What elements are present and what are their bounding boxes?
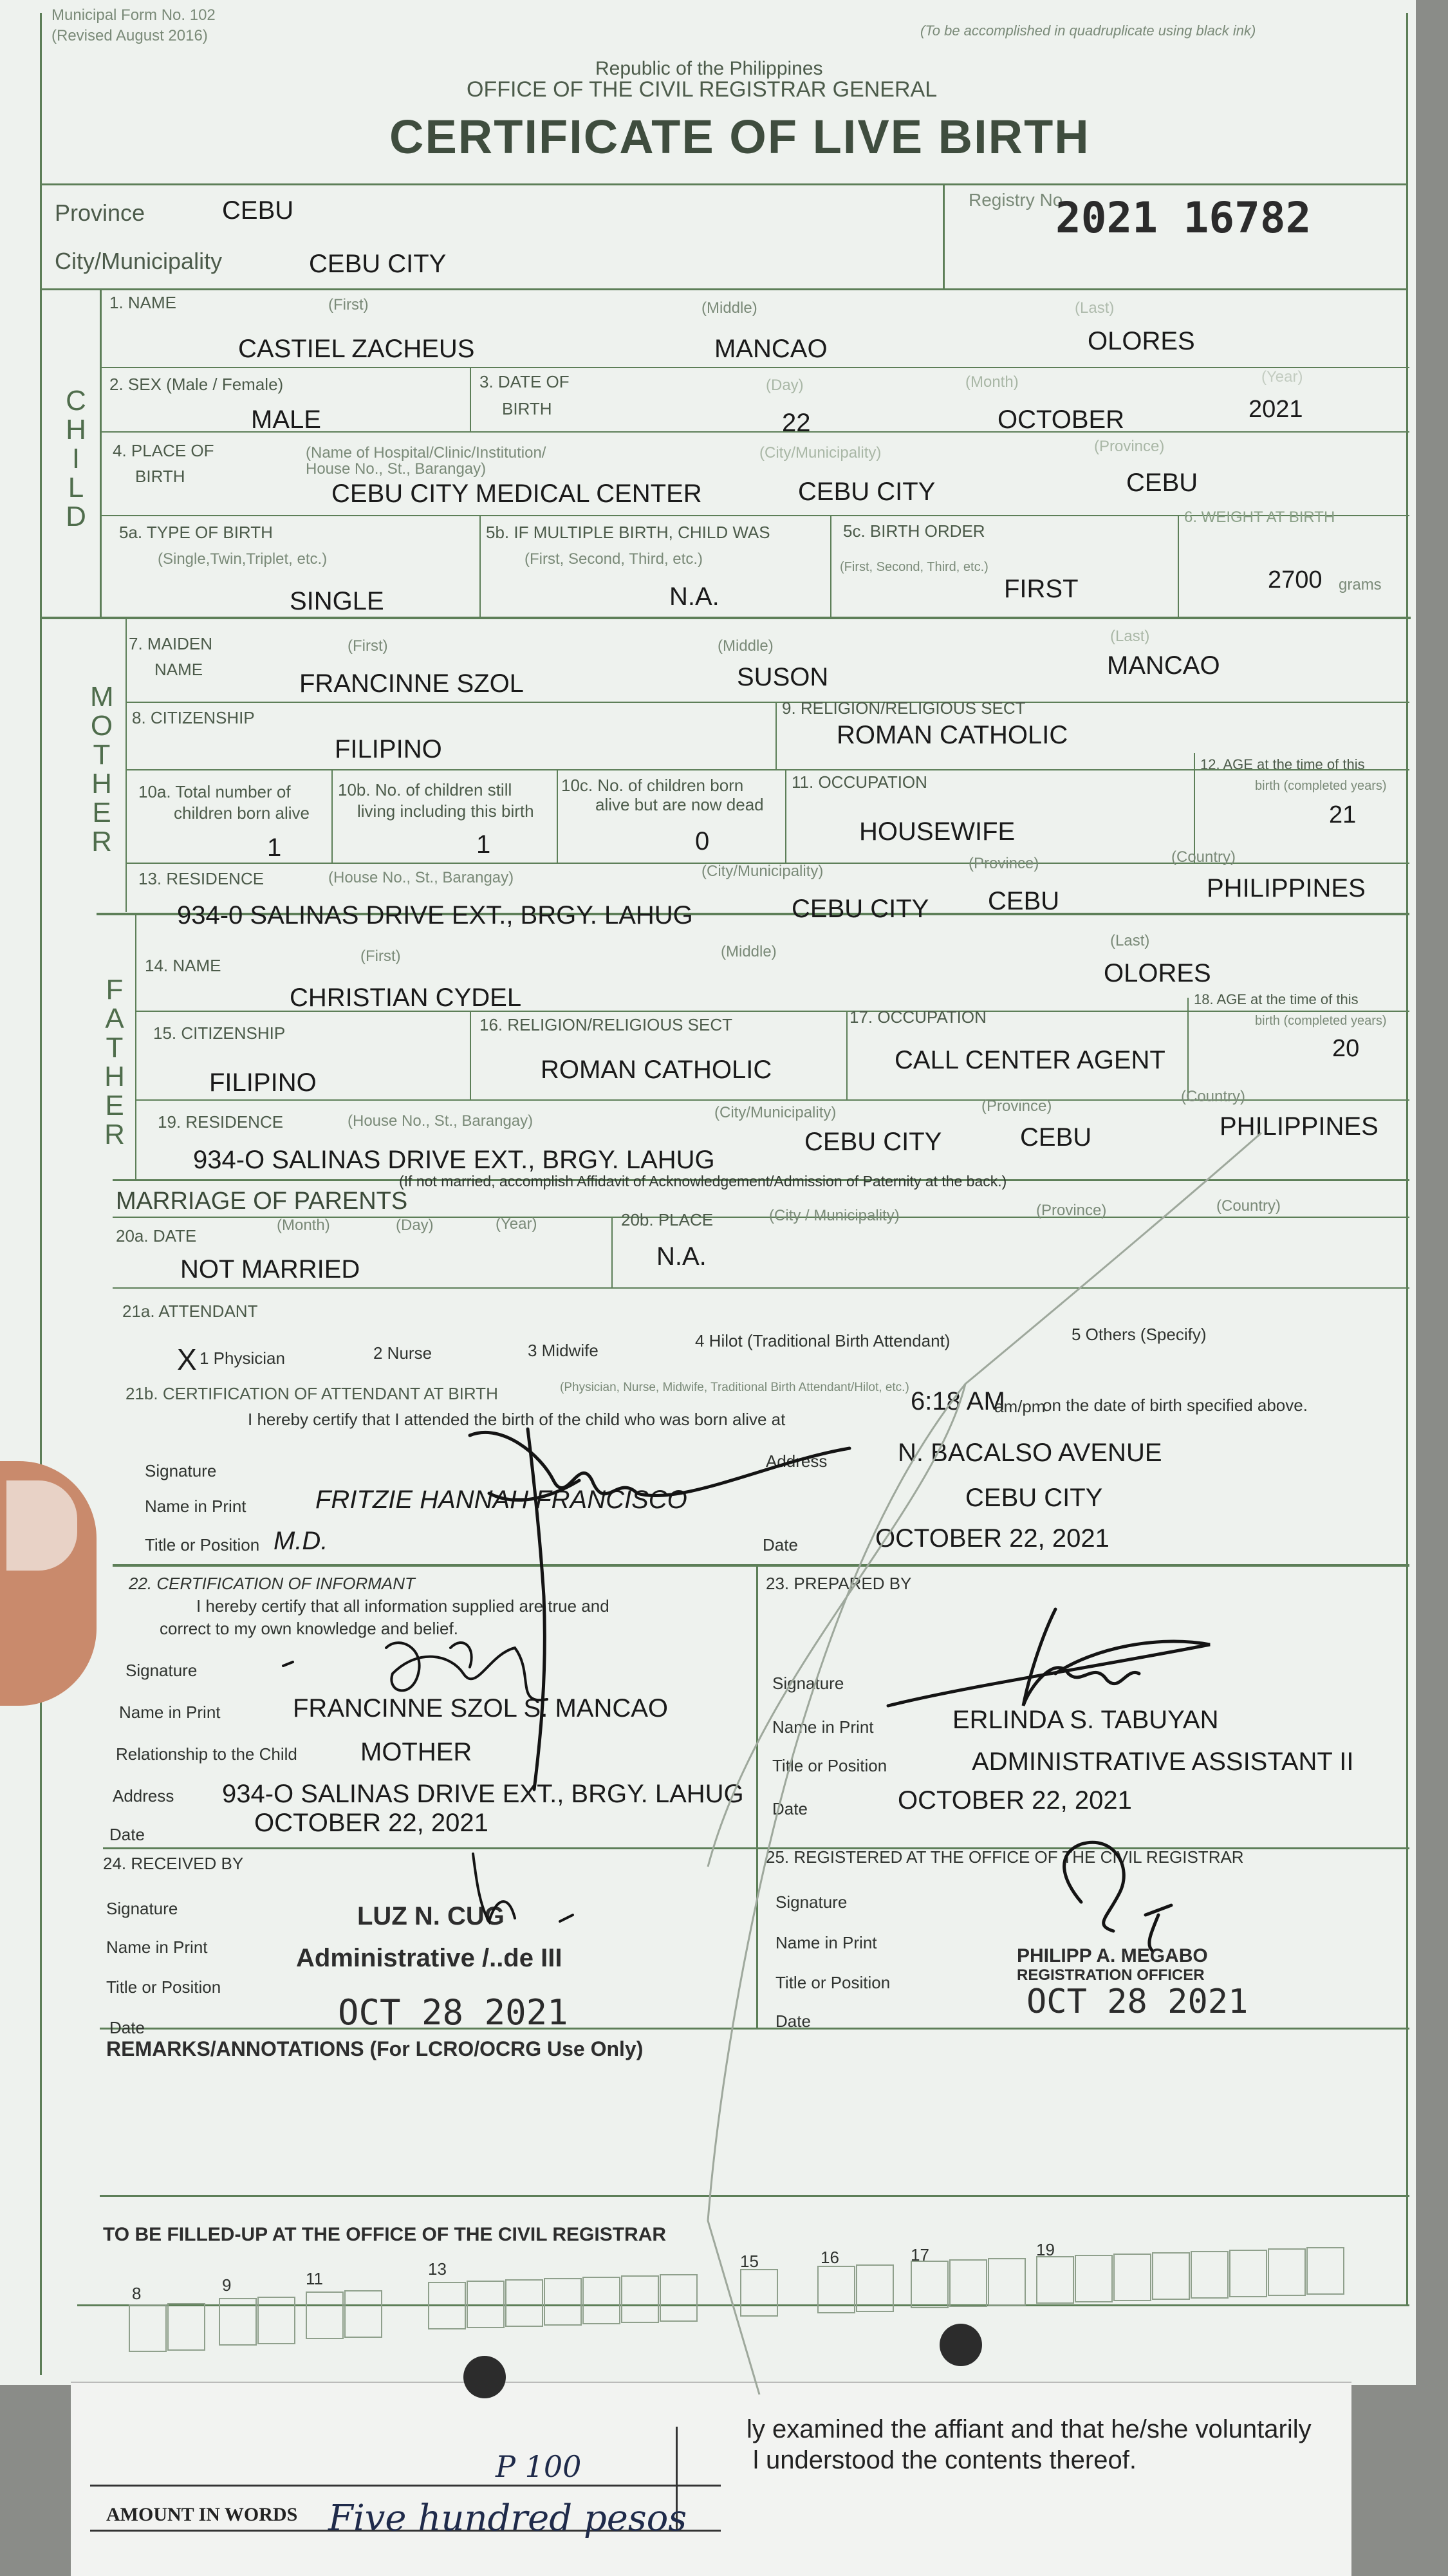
- affidavit-line-2: l understood the contents thereof.: [753, 2446, 1137, 2474]
- code-box: [1113, 2254, 1151, 2301]
- informant-label: 22. CERTIFICATION OF INFORMANT: [129, 1574, 415, 1593]
- registered-title-label: Title or Position: [775, 1973, 891, 1992]
- mother-middle-label: (Middle): [718, 637, 774, 655]
- code-17: 17: [911, 2245, 929, 2264]
- child-pob-label: 4. PLACE OF: [113, 441, 214, 460]
- code-box: [1191, 2251, 1229, 2299]
- pob-prov-label: (Province): [1094, 438, 1165, 455]
- city-label: City/Municipality: [55, 248, 223, 274]
- father-age-label: 18. AGE at the time of this: [1194, 991, 1359, 1007]
- marriage-city-label: (City / Municipality): [769, 1207, 900, 1224]
- now-dead-value: 0: [695, 827, 710, 855]
- prepared-date-label: Date: [772, 1799, 808, 1818]
- code-box: [949, 2259, 987, 2307]
- mother-occupation: HOUSEWIFE: [859, 817, 1016, 846]
- informant-address: 934-O SALINAS DRIVE EXT., BRGY. LAHUG: [222, 1780, 744, 1808]
- registered-date-label: Date: [775, 2011, 811, 2031]
- attendant-cert-text: I hereby certify that I attended the birth of the child who was born alive at: [248, 1410, 786, 1429]
- registered-label: 25. REGISTERED AT THE OFFICE OF THE CIVIL REGISTRAR: [766, 1847, 1244, 1867]
- attendant-cert-tail: on the date of birth specified above.: [1043, 1395, 1308, 1415]
- mother-residence-province: CEBU: [988, 887, 1060, 915]
- republic-header: Republic of the Philippines: [595, 58, 823, 79]
- father-residence-street: 934-O SALINAS DRIVE EXT., BRGY. LAHUG: [193, 1146, 715, 1174]
- code-box: [129, 2304, 167, 2352]
- hospital-label-2: House No., St., Barangay): [306, 460, 487, 478]
- father-residence-city: CEBU CITY: [804, 1128, 942, 1156]
- hospital-value: CEBU CITY MEDICAL CENTER: [331, 480, 702, 508]
- code-box: [428, 2282, 466, 2329]
- marriage-place: N.A.: [656, 1242, 707, 1271]
- child-month-label: (Month): [965, 373, 1019, 391]
- total-born-label: 10a. Total number of: [138, 782, 291, 801]
- birth-weight-unit: grams: [1339, 576, 1382, 593]
- code-box: [1306, 2247, 1344, 2295]
- code-box: [167, 2303, 205, 2351]
- mother-last-name: MANCAO: [1107, 651, 1220, 680]
- received-title-label: Title or Position: [106, 1977, 221, 1997]
- informant-name: FRANCINNE SZOL S. MANCAO: [293, 1694, 669, 1722]
- birth-order-sub: (First, Second, Third, etc.): [840, 560, 989, 574]
- now-dead-label-2: alive but are now dead: [595, 795, 764, 814]
- father-res-prov-label: (Province): [981, 1097, 1052, 1115]
- marriage-date-label: 20a. DATE: [116, 1226, 197, 1246]
- father-age-label-2: birth (completed years): [1255, 1014, 1387, 1028]
- province-value: CEBU: [222, 196, 294, 225]
- code-box: [1268, 2248, 1306, 2296]
- attendant-title-label: Title or Position: [145, 1535, 260, 1554]
- code-box: [1036, 2256, 1074, 2304]
- option-midwife: 3 Midwife: [528, 1341, 599, 1360]
- province-label: Province: [55, 200, 145, 226]
- code-box: [660, 2274, 698, 2322]
- mother-religion-label: 9. RELIGION/RELIGIOUS SECT: [782, 698, 1026, 718]
- total-born-label-2: children born alive: [174, 803, 310, 823]
- option-hilot: 4 Hilot (Traditional Birth Attendant): [695, 1331, 951, 1350]
- father-residence-sub: (House No., St., Barangay): [348, 1112, 534, 1130]
- prepared-title: ADMINISTRATIVE ASSISTANT II: [972, 1748, 1354, 1776]
- informant-print-label: Name in Print: [119, 1703, 221, 1722]
- mother-name-label-2: NAME: [154, 660, 203, 679]
- child-sex-label: 2. SEX (Male / Female): [109, 375, 284, 394]
- code-16: 16: [821, 2248, 839, 2267]
- code-8: 8: [132, 2284, 142, 2303]
- ampm-label: am/pm: [994, 1397, 1046, 1416]
- mother-first-name: FRANCINNE SZOL: [299, 669, 524, 698]
- code-15: 15: [740, 2252, 759, 2271]
- section-child-label: CHILD: [66, 385, 86, 532]
- mother-occupation-label: 11. OCCUPATION: [792, 772, 927, 792]
- mother-residence-country: PHILIPPINES: [1207, 874, 1366, 902]
- child-last-label: (Last): [1075, 299, 1115, 317]
- child-day-label: (Day): [766, 377, 804, 394]
- now-dead-label: 10c. No. of children born: [561, 776, 744, 795]
- thumbnail-nail: [6, 1480, 77, 1571]
- code-box: [1152, 2252, 1190, 2300]
- child-dob-label: 3. DATE OF: [479, 372, 570, 391]
- father-occupation: CALL CENTER AGENT: [895, 1046, 1165, 1074]
- prepared-date: OCTOBER 22, 2021: [898, 1786, 1132, 1815]
- option-physician: 1 Physician: [200, 1349, 285, 1368]
- father-name-label: 14. NAME: [145, 956, 221, 975]
- multiple-birth-label: 5b. IF MULTIPLE BIRTH, CHILD WAS: [486, 523, 770, 542]
- mother-middle-name: SUSON: [737, 663, 829, 691]
- informant-signature-label: Signature: [125, 1661, 198, 1680]
- informant-date: OCTOBER 22, 2021: [254, 1809, 488, 1837]
- marriage-year-label: (Year): [496, 1215, 537, 1233]
- punch-hole-right: [940, 2324, 982, 2366]
- informant-relationship: MOTHER: [360, 1738, 472, 1766]
- city-value: CEBU CITY: [309, 250, 447, 278]
- mother-residence-street: 934-0 SALINAS DRIVE EXT., BRGY. LAHUG: [177, 901, 693, 929]
- code-19: 19: [1036, 2240, 1055, 2259]
- physician-check-mark: X: [177, 1343, 197, 1376]
- attendant-name: FRITZIE HANNAH FRANCISCO: [315, 1486, 687, 1514]
- birth-type-sub: (Single,Twin,Triplet, etc.): [158, 550, 328, 568]
- marriage-country-label: (Country): [1216, 1197, 1281, 1215]
- pob-prov-value: CEBU: [1126, 469, 1198, 497]
- code-box: [544, 2278, 582, 2326]
- child-dob-label-2: BIRTH: [502, 399, 552, 418]
- child-middle-name: MANCAO: [714, 335, 828, 363]
- received-date: OCT 28 2021: [338, 1992, 568, 2033]
- page-title: CERTIFICATE OF LIVE BIRTH: [389, 110, 1090, 163]
- still-living-value: 1: [476, 830, 491, 859]
- father-residence-province: CEBU: [1020, 1123, 1092, 1152]
- code-box: [740, 2269, 778, 2317]
- registered-date: OCT 28 2021: [1026, 1983, 1248, 2021]
- registered-name: PHILIPP A. MEGABO: [1017, 1945, 1208, 1966]
- received-print-label: Name in Print: [106, 1937, 208, 1957]
- father-first-name: CHRISTIAN CYDEL: [290, 984, 522, 1012]
- father-residence-country: PHILIPPINES: [1220, 1112, 1378, 1141]
- attendant-address: N. BACALSO AVENUE: [898, 1439, 1162, 1467]
- informant-address-label: Address: [113, 1786, 174, 1806]
- form-number: Municipal Form No. 102: [51, 6, 216, 24]
- prepared-print-label: Name in Print: [772, 1717, 874, 1737]
- marriage-date: NOT MARRIED: [180, 1255, 360, 1283]
- multiple-birth-sub: (First, Second, Third, etc.): [524, 550, 703, 568]
- mother-name-label: 7. MAIDEN: [129, 634, 213, 653]
- mother-last-label: (Last): [1110, 628, 1150, 645]
- code-box: [344, 2290, 382, 2338]
- father-religion-label: 16. RELIGION/RELIGIOUS SECT: [479, 1015, 732, 1034]
- office-header: OFFICE OF THE CIVIL REGISTRAR GENERAL: [467, 77, 938, 102]
- code-9: 9: [222, 2275, 232, 2295]
- attendant-title: M.D.: [274, 1527, 328, 1555]
- code-box: [505, 2279, 543, 2327]
- code-box: [621, 2275, 659, 2323]
- attendant-print-label: Name in Print: [145, 1497, 246, 1516]
- child-first-name: CASTIEL ZACHEUS: [238, 335, 475, 363]
- mother-first-label: (First): [348, 637, 388, 655]
- option-nurse: 2 Nurse: [373, 1343, 432, 1363]
- prepared-title-label: Title or Position: [772, 1756, 887, 1775]
- attendant-signature-label: Signature: [145, 1461, 217, 1480]
- affidavit-line-1: ly examined the affiant and that he/she voluntarily: [747, 2415, 1312, 2443]
- section-mother-label: MOTHER: [90, 681, 114, 857]
- hospital-label: (Name of Hospital/Clinic/Institution/: [306, 444, 546, 462]
- birth-type-value: SINGLE: [290, 587, 384, 615]
- received-label: 24. RECEIVED BY: [103, 1854, 244, 1873]
- mother-res-city-label: (City/Municipality): [701, 863, 824, 880]
- code-box: [257, 2297, 295, 2344]
- registered-title: REGISTRATION OFFICER: [1017, 1966, 1205, 1984]
- ink-instruction: (To be accomplished in quadruplicate using black ink): [920, 23, 1256, 39]
- father-religion: ROMAN CATHOLIC: [541, 1056, 772, 1084]
- informant-text-1: I hereby certify that all information supplied are true and: [196, 1596, 609, 1616]
- father-last-name: OLORES: [1104, 959, 1211, 987]
- multiple-birth-value: N.A.: [669, 583, 719, 611]
- code-box: [219, 2298, 257, 2346]
- attendant-cert-sub: (Physician, Nurse, Midwife, Traditional Birth Attendant/Hilot, etc.): [560, 1381, 909, 1394]
- code-13: 13: [428, 2259, 447, 2279]
- total-born-value: 1: [267, 834, 282, 862]
- child-birth-year: 2021: [1248, 396, 1303, 423]
- attendant-address-2: CEBU CITY: [965, 1484, 1103, 1512]
- child-middle-label: (Middle): [701, 299, 757, 317]
- attendant-address-label: Address: [766, 1451, 828, 1471]
- mother-citizenship: FILIPINO: [335, 735, 442, 763]
- remarks-label: REMARKS/ANNOTATIONS (For LCRO/OCRG Use Only): [106, 2037, 644, 2060]
- punch-hole-left: [463, 2356, 506, 2398]
- option-others: 5 Others (Specify): [1072, 1325, 1207, 1344]
- informant-text-2: correct to my own knowledge and belief.: [160, 1619, 458, 1638]
- mother-res-prov-label: (Province): [969, 855, 1039, 872]
- prepared-name: ERLINDA S. TABUYAN: [952, 1706, 1219, 1734]
- amount-words-handwritten: Five hundred pesos: [328, 2497, 687, 2539]
- informant-date-label: Date: [109, 1825, 145, 1844]
- code-box: [1229, 2250, 1267, 2297]
- child-first-label: (First): [328, 296, 369, 313]
- registered-print-label: Name in Print: [775, 1933, 877, 1952]
- underlying-affidavit-page: [71, 2382, 1351, 2576]
- prepared-label: 23. PREPARED BY: [766, 1574, 912, 1593]
- still-living-label-2: living including this birth: [357, 801, 534, 821]
- pob-city-label: (City/Municipality): [759, 444, 882, 462]
- revised-date: (Revised August 2016): [51, 27, 208, 44]
- prepared-signature-label: Signature: [772, 1674, 844, 1693]
- attendant-cert-label: 21b. CERTIFICATION OF ATTENDANT AT BIRTH: [125, 1384, 498, 1403]
- code-box: [467, 2281, 505, 2328]
- child-birth-day: 22: [782, 409, 811, 437]
- birth-time: 6:18 AM: [911, 1387, 1005, 1415]
- mother-age: 21: [1329, 801, 1357, 828]
- child-pob-label-2: BIRTH: [135, 467, 185, 486]
- birth-order-label: 5c. BIRTH ORDER: [843, 521, 985, 541]
- code-box: [1075, 2255, 1113, 2302]
- father-first-label: (First): [360, 947, 401, 965]
- code-box: [911, 2261, 949, 2308]
- father-middle-label: (Middle): [721, 943, 777, 960]
- code-box: [582, 2277, 620, 2324]
- still-living-label: 10b. No. of children still: [338, 780, 512, 799]
- attendant-date-label: Date: [763, 1535, 798, 1554]
- father-age: 20: [1332, 1035, 1360, 1062]
- attendant-date: OCTOBER 22, 2021: [875, 1524, 1109, 1553]
- received-date-label: Date: [109, 2018, 145, 2037]
- child-birth-month: OCTOBER: [998, 406, 1125, 434]
- mother-age-label: 12. AGE at the time of this: [1200, 756, 1365, 772]
- registered-signature-label: Signature: [775, 1892, 848, 1912]
- section-father-label: FATHER: [104, 974, 125, 1150]
- mother-citizenship-label: 8. CITIZENSHIP: [132, 708, 255, 727]
- father-occupation-label: 17. OCCUPATION: [849, 1007, 987, 1027]
- mother-residence-sub: (House No., St., Barangay): [328, 869, 514, 886]
- attendant-label: 21a. ATTENDANT: [122, 1302, 258, 1321]
- child-sex-value: MALE: [251, 406, 321, 434]
- father-citizenship-label: 15. CITIZENSHIP: [153, 1023, 286, 1043]
- marriage-title: MARRIAGE OF PARENTS: [116, 1188, 408, 1215]
- father-res-country-label: (Country): [1181, 1088, 1246, 1105]
- code-11: 11: [306, 2269, 323, 2288]
- mother-residence-label: 13. RESIDENCE: [138, 869, 265, 888]
- pob-city-value: CEBU CITY: [798, 478, 936, 506]
- received-name: LUZ N. CUG: [357, 1902, 505, 1930]
- code-box: [988, 2258, 1026, 2306]
- child-year-label: (Year): [1261, 368, 1303, 386]
- birth-order-value: FIRST: [1004, 575, 1079, 603]
- mother-age-label-2: birth (completed years): [1255, 779, 1387, 793]
- code-box: [817, 2266, 855, 2313]
- father-res-city-label: (City/Municipality): [714, 1104, 837, 1121]
- registrar-label: TO BE FILLED-UP AT THE OFFICE OF THE CIVIL REGISTRAR: [103, 2224, 667, 2245]
- marriage-note: (If not married, accomplish Affidavit of Acknowledgement/Admission of Paternity at the back.): [399, 1173, 1007, 1190]
- marriage-day-label: (Day): [396, 1217, 434, 1234]
- amount-in-words-label: AMOUNT IN WORDS: [106, 2504, 298, 2525]
- received-title: Administrative /..de III: [296, 1944, 562, 1972]
- informant-relationship-label: Relationship to the Child: [116, 1744, 297, 1764]
- birth-weight-label: 6. WEIGHT AT BIRTH: [1184, 509, 1335, 526]
- registry-label: Registry No.: [969, 190, 1068, 210]
- amount-handwritten: P 100: [496, 2449, 582, 2484]
- code-box: [306, 2291, 344, 2339]
- marriage-month-label: (Month): [277, 1217, 330, 1234]
- received-signature-label: Signature: [106, 1899, 178, 1918]
- registry-number: 2021 16782: [1055, 193, 1312, 243]
- child-last-name: OLORES: [1088, 327, 1195, 355]
- marriage-province-label: (Province): [1036, 1202, 1107, 1219]
- birth-weight-value: 2700: [1268, 566, 1323, 593]
- mother-religion: ROMAN CATHOLIC: [837, 721, 1068, 749]
- marriage-place-label: 20b. PLACE: [621, 1210, 714, 1229]
- mother-residence-city: CEBU CITY: [792, 895, 929, 923]
- code-box: [856, 2264, 894, 2312]
- father-residence-label: 19. RESIDENCE: [158, 1112, 284, 1132]
- child-name-label: 1. NAME: [109, 293, 177, 312]
- father-last-label: (Last): [1110, 932, 1150, 949]
- mother-res-country-label: (Country): [1171, 848, 1236, 866]
- birth-type-label: 5a. TYPE OF BIRTH: [119, 523, 273, 542]
- father-citizenship: FILIPINO: [209, 1069, 317, 1097]
